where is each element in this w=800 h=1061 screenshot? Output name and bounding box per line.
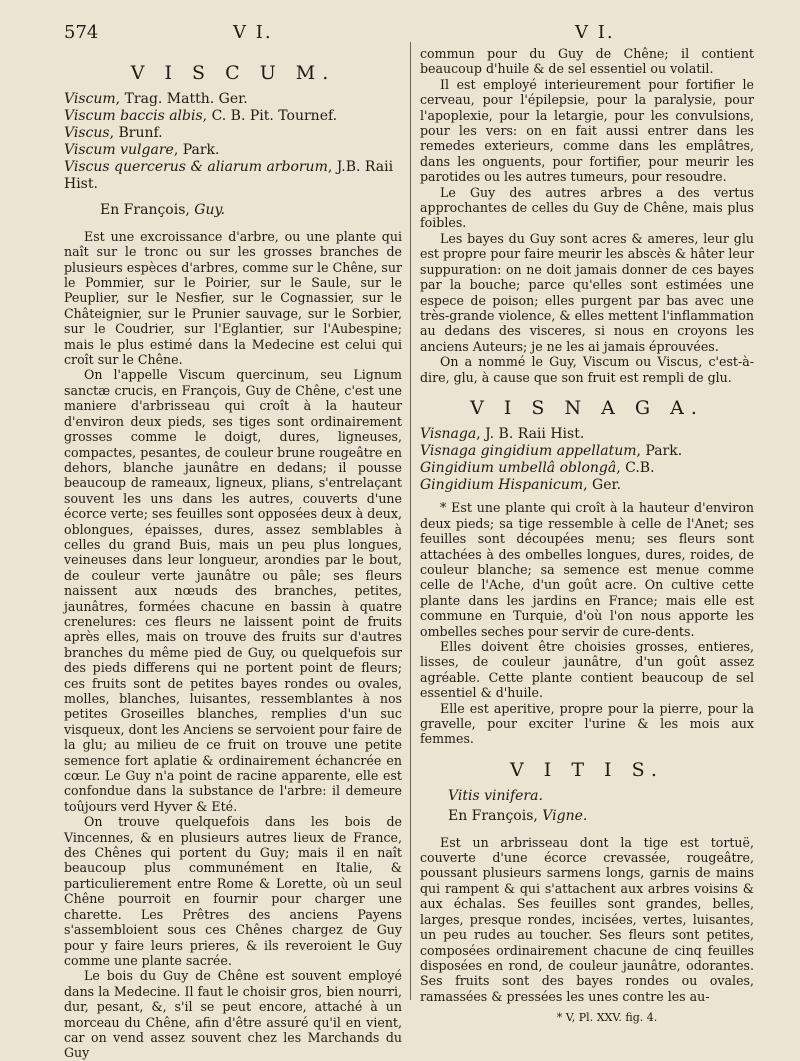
synonym-name: Visnaga gingidium appellatum [420, 443, 637, 460]
synonym-line [64, 125, 402, 142]
synonym-name: Viscum [64, 91, 116, 108]
synonym-authority: , Park. [636, 443, 683, 460]
paragraph: Elles doivent être choisies grosses, entieres, lisses, de couleur jaunâtre, d'un goût assez agréable. Cette plante contient beaucoup de sel essentiel & d'huile. [420, 639, 754, 701]
french-name: Vigne. [542, 808, 588, 825]
synonym-line [448, 788, 754, 805]
right-column [420, 46, 754, 1026]
synonym-line [420, 443, 754, 460]
synonym-name: Gingidium umbellâ oblongâ [420, 460, 617, 477]
synonym-name: Viscum baccis albis [64, 108, 203, 125]
french-name-line [448, 809, 754, 824]
synonym-authority: , C. B. Pit. Tournef. [202, 108, 338, 125]
french-name-line [100, 203, 402, 218]
visnaga-heading: V I S N A G A. [470, 396, 704, 419]
visnaga-synonyms [420, 426, 754, 494]
paragraph: Elle est aperitive, propre pour la pierre, pour la gravelle, pour exciter l'urine & les mois aux femmes. [420, 700, 754, 747]
synonym-name: Gingidium Hispanicum [420, 477, 584, 494]
synonym-line [64, 142, 402, 159]
paragraph: Le Guy des autres arbres a des vertus approchantes de celles du Guy de Chêne, mais plus foibles. [420, 184, 754, 231]
left-column [64, 46, 402, 1061]
synonym-line [64, 91, 402, 108]
synonym-authority: , J.B. Raii Hist. [64, 159, 394, 193]
vitis-heading: V I T I S. [510, 758, 664, 781]
french-label: En François, [100, 202, 195, 219]
synonym-name: Viscum vulgare [64, 142, 174, 159]
paragraph: Les bayes du Guy sont acres & ameres, leur glu est propre pour faire meurir les abscès & hâter leur suppuration: on ne doit jamais donner de ces bayes par la bouche; parce qu'elles sont estimées une espece de poison; elles purgent par bas avec une très-grande violence, & elles mettent l'inflammation au dedans des visceres, si nous en croyons les anciens Auteurs; je ne les ai jamais éprouvées. [420, 230, 754, 354]
running-head-right: V I. [575, 22, 615, 43]
synonym-name: Vitis vinifera. [448, 788, 543, 805]
paragraph: On l'appelle Viscum quercinum, seu Lignum sanctæ crucis, en François, Guy de Chêne, c'est une maniere d'arbrisseau qui croît à la hauteur d'environ deux pieds, ses tiges sont ordinairement grosses comme le doigt, dures, ligneuses, compactes, pesantes, de couleur brune rougeâtre en dehors, blanche jaunâtre en dedans; il pousse beaucoup de rameaux, ligneux, plians, s'entrelaçant souvent les uns dans les autres, couverts d'une écorce verte; ses feuilles sont opposées deux à deux, oblongues, épaisses, dures, assez semblables à celles du grand Buis, mais un peu plus longues, veineuses dans leur longueur, arondies par le bout, de couleur verte jaunâtre ou pâle; ses fleurs naissent aux nœuds des branches, petites, jaunâtres, formées chacune en bassin à quatre crenelures: ces fleurs ne laissent point de fruits après elles, mais on trouve des fruits sur d'autres branches du même pied de Guy, ou quelquefois sur des pieds differens qui ne portent point de fleurs; ces fruits sont de petites bayes rondes ou ovales, molles, blanches, luisantes, ressemblantes à nos petites Groseilles blanches, remplies d'un suc visqueux, dont les Anciens se servoient pour faire de la glu; au milieu de ce fruit on trouve une petite semence fort aplatie & ordinairement échancrée en cœur. Le Guy n'a point de racine apparente, elle est confondue dans la substance de l'arbre: il demeure toûjours verd Hyver & Eté. [64, 367, 402, 814]
synonym-line [420, 460, 754, 477]
synonym-line [64, 108, 402, 125]
synonym-name: Visnaga [420, 426, 477, 443]
paragraph: * Est une plante qui croît à la hauteur d'environ deux pieds; sa tige ressemble à celle de l'Anet; ses feuilles sont découpées menu; ses fleurs sont attachées à des ombelles longues, dures, roides, de couleur blanche; sa semence est menue comme celle de l'Ache, d'un goût acre. On cultive cette plante dans les jardins en France; mais elle est commune en Turquie, d'où l'on nous apporte les ombelles seches pour servir de cure-dents. [420, 500, 754, 639]
paragraph: Est un arbrisseau dont la tige est tortuë, couverte d'une écorce crevassée, rougeâtre, poussant plusieurs sarmens longs, garnis de mains qui rampent & qui s'attachent aux arbres voisins & aux échalas. Ses feuilles sont grandes, belles, larges, presque rondes, incisées, vertes, luisantes, un peu rudes au toucher. Ses fleurs sont petites, composées ordinairement chacune de cinq feuilles disposées en rond, de couleur jaunâtre, odorantes. Ses fruits sont des bayes rondes ou ovales, ramassées & pressées les unes contre les au- [420, 834, 754, 1004]
synonym-authority: , Ger. [583, 477, 622, 494]
synonym-line [420, 426, 754, 443]
paragraph: Le bois du Guy de Chêne est souvent employé dans la Medecine. Il faut le choisir gros, bien nourri, dur, pesant, &, s'il se peut encore, attaché à un morceau du Chêne, afin d'être assuré qu'il en vient, car on vend assez souvent chez les Marchands du Guy [64, 968, 402, 1061]
synonym-authority: , J. B. Raii Hist. [476, 426, 585, 443]
synonym-authority: , Park. [173, 142, 220, 159]
synonym-line [64, 159, 402, 193]
column-divider [410, 42, 411, 1000]
paragraph: On trouve quelquefois dans les bois de Vincennes, & en plusieurs autres lieux de France, des Chênes qui portent du Guy; mais il en naît beaucoup plus communément en Italie, & particulierement entre Rome & Lorette, où un seul Chêne pourroit en fournir pour charger une charette. Les Prêtres des anciens Payens s'assembloient sous ces Chênes chargez de Guy pour y faire leurs prieres, & ils reveroient le Guy comme une plante sacrée. [64, 814, 402, 968]
viscum-heading: V I S C U M. [130, 62, 336, 84]
synonym-authority: , Brunf. [109, 125, 163, 142]
running-head-left: V I. [233, 22, 273, 43]
synonym-authority: , Trag. Matth. Ger. [115, 91, 248, 108]
paragraph: Est une excroissance d'arbre, ou une plante qui naît sur le tronc ou sur les grosses branches de plusieurs espèces d'arbres, comme sur le Chêne, sur le Pommier, sur le Poirier, sur le Saule, sur le Peuplier, sur le Nesfier, sur le Cognassier, sur le Châteignier, sur le Prunier sauvage, sur le Sorbier, sur le Coudrier, sur l'Eglantier, sur l'Aubespine; mais le plus estimé dans la Medecine est celui qui croît sur le Chêne. [64, 228, 402, 368]
viscum-synonyms [64, 91, 402, 193]
synonym-name: Viscus quercerus & aliarum arborum [64, 159, 328, 176]
continued-paragraph: commun pour du Guy de Chêne; il contient beaucoup d'huile & de sel essentiel ou volatil. [420, 46, 754, 77]
synonym-authority: , C.B. [616, 460, 655, 477]
paragraph: Il est employé interieurement pour fortifier le cerveau, pour l'épilepsie, pour la paralysie, pour l'apoplexie, pour la letargie, pour les convulsions, pour les vers: on en fait aussi entrer dans les remedes exterieurs, comme dans les emplâtres, dans les onguents, pour fortifier, pour meurir les parotides ou les autres tumeurs, pour resoudre. [420, 76, 754, 185]
footnote: * V, Pl. XXV. fig. 4. [556, 1011, 658, 1025]
french-name: Guy. [194, 202, 225, 219]
page-number: 574 [64, 22, 99, 43]
synonym-line [420, 477, 754, 494]
synonym-name: Viscus [64, 125, 110, 142]
paragraph: On a nommé le Guy, Viscum ou Viscus, c'est-à-dire, glu, à cause que son fruit est rempli de glu. [420, 354, 754, 385]
french-label: En François, [448, 808, 543, 825]
